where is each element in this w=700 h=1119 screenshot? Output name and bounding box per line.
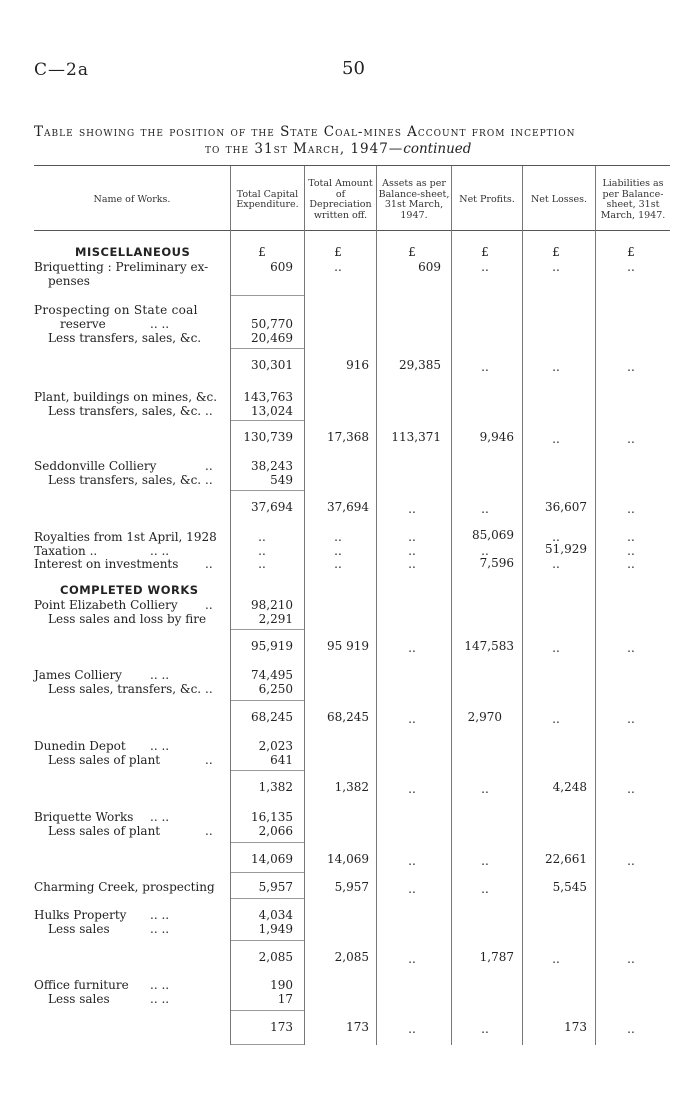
cell: 5,957 bbox=[258, 880, 293, 894]
leader-dots: .. .. bbox=[150, 739, 170, 753]
page-code: C—2a bbox=[34, 60, 89, 80]
cell: .. bbox=[627, 530, 635, 544]
row-label-hulks: Hulks Property bbox=[34, 908, 127, 922]
cell: .. bbox=[408, 544, 416, 558]
cell: .. bbox=[334, 260, 342, 274]
cell: .. bbox=[408, 641, 416, 655]
cell: 2,066 bbox=[258, 824, 293, 838]
cell: 95,919 bbox=[251, 639, 293, 653]
cell: 130,739 bbox=[243, 430, 293, 444]
row-label-taxation: Taxation .. bbox=[34, 544, 98, 558]
cell: .. bbox=[408, 712, 416, 726]
row-label-seddonville: Seddonville Colliery bbox=[34, 459, 157, 473]
cell: 38,243 bbox=[251, 459, 293, 473]
cell: 1,382 bbox=[334, 780, 369, 794]
cell: 2,970 bbox=[467, 710, 502, 724]
header-bottom-rule bbox=[34, 230, 670, 231]
leader-dots: .. .. bbox=[150, 992, 170, 1006]
cell: 7,596 bbox=[479, 556, 514, 570]
cell: 37,694 bbox=[251, 500, 293, 514]
cell: .. bbox=[627, 502, 635, 516]
cell: .. bbox=[552, 530, 560, 544]
cell: .. bbox=[258, 544, 266, 558]
leader-dots: .. .. bbox=[150, 668, 170, 682]
col-header-profits: Net Profits. bbox=[459, 193, 515, 205]
cell: 5,545 bbox=[552, 880, 587, 894]
section-heading-misc: MISCELLANEOUS bbox=[75, 245, 191, 259]
section-heading-completed: COMPLETED WORKS bbox=[60, 583, 199, 597]
cell: 68,245 bbox=[251, 710, 293, 724]
cell: .. bbox=[481, 882, 489, 896]
col-divider-3 bbox=[376, 166, 377, 1045]
cell: 14,069 bbox=[251, 852, 293, 866]
cell: .. bbox=[408, 882, 416, 896]
cell: .. bbox=[627, 712, 635, 726]
cell: 5,957 bbox=[334, 880, 369, 894]
cell: .. bbox=[627, 641, 635, 655]
cell: .. bbox=[334, 530, 342, 544]
leader-dots: .. bbox=[205, 404, 213, 418]
page-number: 50 bbox=[342, 58, 365, 79]
leader-dots: .. bbox=[205, 557, 213, 571]
cell: .. bbox=[408, 782, 416, 796]
currency-assets: £ bbox=[408, 245, 416, 259]
cell: 95 919 bbox=[327, 639, 369, 653]
cell: 16,135 bbox=[251, 810, 293, 824]
cell: 1,382 bbox=[258, 780, 293, 794]
rule bbox=[231, 842, 304, 843]
leader-dots: .. .. bbox=[150, 978, 170, 992]
cell: 20,469 bbox=[251, 331, 293, 345]
cell: 143,763 bbox=[243, 390, 293, 404]
cell: .. bbox=[408, 557, 416, 571]
cell: 641 bbox=[270, 753, 293, 767]
cell: 74,495 bbox=[251, 668, 293, 682]
rule bbox=[231, 348, 304, 349]
row-label-prospecting: Prospecting on State coal bbox=[34, 303, 198, 317]
rule bbox=[231, 1044, 304, 1045]
rule bbox=[231, 295, 304, 296]
cell: .. bbox=[552, 360, 560, 374]
col-header-liabilities: Liabilities as per Balance-sheet, 31st March, 1947. bbox=[600, 178, 666, 221]
cell: .. bbox=[552, 641, 560, 655]
table-top-rule bbox=[34, 165, 670, 166]
cell: .. bbox=[627, 782, 635, 796]
row-label-briquette-works: Briquette Works bbox=[34, 810, 134, 824]
cell: 173 bbox=[270, 1020, 293, 1034]
cell: 113,371 bbox=[391, 430, 441, 444]
cell: .. bbox=[408, 530, 416, 544]
rule bbox=[231, 872, 304, 873]
leader-dots: .. .. bbox=[150, 908, 170, 922]
row-label-less: Less sales bbox=[48, 992, 110, 1006]
cell: 4,248 bbox=[552, 780, 587, 794]
cell: .. bbox=[552, 260, 560, 274]
cell: 147,583 bbox=[464, 639, 514, 653]
cell: 30,301 bbox=[251, 358, 293, 372]
col-divider-2 bbox=[304, 166, 305, 1045]
cell: 51,929 bbox=[545, 542, 587, 556]
cell: 17 bbox=[277, 992, 293, 1006]
row-label-prospecting-cont: reserve bbox=[60, 317, 106, 331]
col-divider-4 bbox=[451, 166, 452, 1045]
row-label-less: Less transfers, sales, &c. bbox=[48, 404, 202, 418]
rule bbox=[231, 420, 304, 421]
cell: 29,385 bbox=[399, 358, 441, 372]
rule bbox=[231, 700, 304, 701]
cell: 4,034 bbox=[258, 908, 293, 922]
cell: 2,085 bbox=[258, 950, 293, 964]
col-header-capital: Total Capital Expenditure. bbox=[236, 188, 299, 210]
currency-cap: £ bbox=[258, 245, 266, 259]
cell: 85,069 bbox=[472, 528, 514, 542]
cell: .. bbox=[481, 360, 489, 374]
leader-dots: .. bbox=[205, 824, 213, 838]
cell: .. bbox=[481, 544, 489, 558]
leader-dots: .. bbox=[205, 473, 213, 487]
col-header-name: Name of Works. bbox=[93, 193, 171, 205]
row-label-interest: Interest on investments bbox=[34, 557, 179, 571]
cell: .. bbox=[408, 854, 416, 868]
cell: 190 bbox=[270, 978, 293, 992]
cell: 2,291 bbox=[258, 612, 293, 626]
cell: 2,023 bbox=[258, 739, 293, 753]
rule bbox=[231, 940, 304, 941]
currency-liab: £ bbox=[627, 245, 635, 259]
row-label-royalties: Royalties from 1st April, 1928 bbox=[34, 530, 217, 544]
cell: 916 bbox=[346, 358, 369, 372]
row-label-dunedin: Dunedin Depot bbox=[34, 739, 126, 753]
row-label-less: Less sales bbox=[48, 922, 110, 936]
cell: 13,024 bbox=[251, 404, 293, 418]
leader-dots: .. bbox=[205, 753, 213, 767]
leader-dots: .. bbox=[205, 598, 213, 612]
cell: .. bbox=[258, 530, 266, 544]
cell: .. bbox=[481, 502, 489, 516]
row-label-briquetting-cont: penses bbox=[48, 274, 90, 288]
row-label-plant: Plant, buildings on mines, &c. bbox=[34, 390, 218, 404]
currency-losses: £ bbox=[552, 245, 560, 259]
leader-dots: .. .. bbox=[150, 544, 170, 558]
cell: .. bbox=[627, 432, 635, 446]
leader-dots: .. bbox=[205, 459, 213, 473]
row-label-point-elizabeth: Point Elizabeth Colliery bbox=[34, 598, 178, 612]
cell: .. bbox=[627, 952, 635, 966]
rule bbox=[231, 629, 304, 630]
cell: .. bbox=[481, 854, 489, 868]
cell: 50,770 bbox=[251, 317, 293, 331]
col-header-depreciation: Total Amount of Depreciation written off. bbox=[308, 178, 373, 221]
cell: 1,787 bbox=[479, 950, 514, 964]
rule bbox=[231, 770, 304, 771]
cell: 98,210 bbox=[251, 598, 293, 612]
row-label-charming-creek: Charming Creek, prospecting bbox=[34, 880, 215, 894]
rule bbox=[231, 1010, 304, 1011]
rule bbox=[231, 898, 304, 899]
leader-dots: .. .. bbox=[150, 317, 170, 331]
row-label-briquetting: Briquetting : Preliminary ex- bbox=[34, 260, 209, 274]
row-label-less: Less sales of plant bbox=[48, 824, 161, 838]
rule bbox=[231, 490, 304, 491]
cell: 1,949 bbox=[258, 922, 293, 936]
cell: .. bbox=[408, 502, 416, 516]
leader-dots: .. bbox=[205, 682, 213, 696]
cell: .. bbox=[627, 260, 635, 274]
cell: .. bbox=[552, 712, 560, 726]
row-label-less: Less sales, transfers, &c. bbox=[48, 682, 202, 696]
cell: .. bbox=[408, 952, 416, 966]
cell: .. bbox=[481, 1022, 489, 1036]
cell: .. bbox=[627, 544, 635, 558]
cell: 549 bbox=[270, 473, 293, 487]
cell: 2,085 bbox=[334, 950, 369, 964]
cell: 22,661 bbox=[545, 852, 587, 866]
cell: .. bbox=[481, 260, 489, 274]
cell: .. bbox=[552, 557, 560, 571]
cell: 609 bbox=[270, 260, 293, 274]
cell: .. bbox=[408, 1022, 416, 1036]
leader-dots: .. .. bbox=[150, 922, 170, 936]
cell: .. bbox=[334, 544, 342, 558]
cell: 14,069 bbox=[327, 852, 369, 866]
table-title-line1: Table showing the position of the State Coal-mines Account from inception bbox=[34, 124, 576, 140]
currency-dep: £ bbox=[334, 245, 342, 259]
cell: 36,607 bbox=[545, 500, 587, 514]
col-divider-6 bbox=[595, 166, 596, 1045]
cell: .. bbox=[627, 854, 635, 868]
cell: 173 bbox=[346, 1020, 369, 1034]
row-label-less: Less sales of plant bbox=[48, 753, 161, 767]
table-title-line2: to the 31st March, 1947—continued bbox=[205, 141, 472, 157]
cell: .. bbox=[258, 557, 266, 571]
cell: .. bbox=[334, 557, 342, 571]
row-label-less: Less sales and loss by fire bbox=[48, 612, 207, 626]
cell: 609 bbox=[418, 260, 441, 274]
leader-dots: .. .. bbox=[150, 810, 170, 824]
cell: .. bbox=[627, 557, 635, 571]
currency-profits: £ bbox=[481, 245, 489, 259]
cell: 68,245 bbox=[327, 710, 369, 724]
row-label-james: James Colliery bbox=[34, 668, 122, 682]
cell: .. bbox=[552, 432, 560, 446]
cell: 173 bbox=[564, 1020, 587, 1034]
cell: 9,946 bbox=[479, 430, 514, 444]
col-header-assets: Assets as per Balance-sheet, 31st March, 1947. bbox=[378, 178, 450, 221]
row-label-less: Less transfers, sales, &c. bbox=[48, 331, 202, 345]
col-header-losses: Net Losses. bbox=[530, 193, 588, 205]
col-divider-5 bbox=[522, 166, 523, 1045]
cell: .. bbox=[627, 1022, 635, 1036]
cell: 17,368 bbox=[327, 430, 369, 444]
cell: .. bbox=[627, 360, 635, 374]
cell: .. bbox=[552, 952, 560, 966]
cell: 6,250 bbox=[258, 682, 293, 696]
cell: 37,694 bbox=[327, 500, 369, 514]
row-label-less: Less transfers, sales, &c. bbox=[48, 473, 202, 487]
cell: .. bbox=[481, 782, 489, 796]
row-label-office-furniture: Office furniture bbox=[34, 978, 129, 992]
